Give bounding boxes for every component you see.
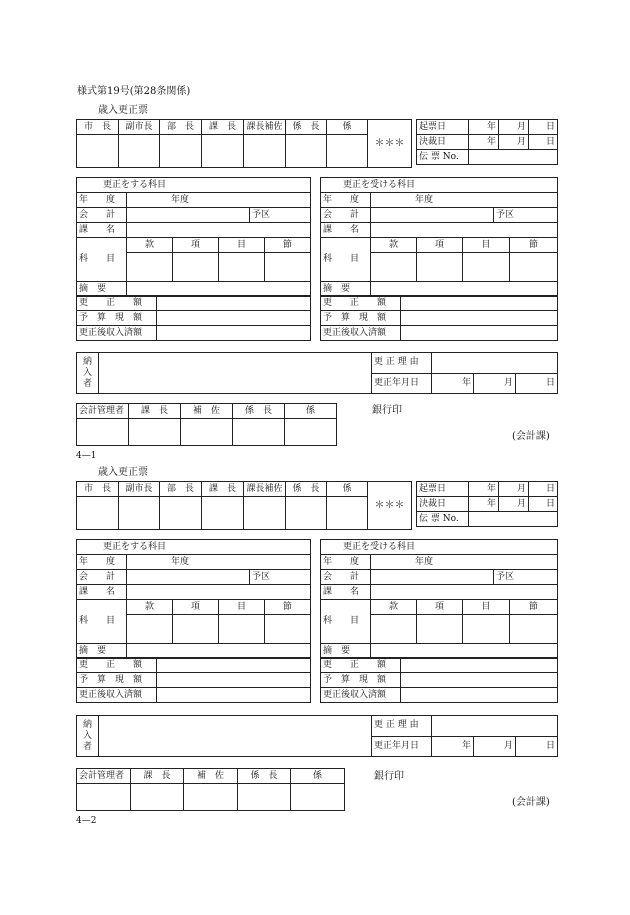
- right-amount-table: [320, 295, 558, 341]
- moku-label: 目: [463, 600, 510, 615]
- kan-label: 款: [127, 600, 173, 615]
- kaikei-value[interactable]: [371, 208, 494, 223]
- setsu-value[interactable]: [510, 253, 558, 282]
- payer-value[interactable]: [99, 353, 372, 394]
- kihyo-label: 起票日: [417, 120, 469, 135]
- kan-label: 款: [127, 238, 173, 253]
- yosan-value[interactable]: [401, 673, 558, 688]
- shunyu-label: 更正後収入済額: [321, 688, 401, 703]
- kamei-label: 課 名: [321, 585, 371, 600]
- stamp-cell[interactable]: [77, 419, 129, 446]
- stamp-cell[interactable]: [233, 419, 285, 446]
- koseigaku-label: 更 正 額: [77, 296, 157, 311]
- stamp-cell[interactable]: [131, 784, 184, 811]
- stamp-cell[interactable]: [119, 497, 160, 530]
- moku-value[interactable]: [219, 615, 265, 644]
- month-unit: 月: [499, 497, 529, 512]
- nendo-value[interactable]: 年度: [127, 555, 311, 570]
- approval-unit-chief: 係 長: [286, 120, 327, 135]
- day-unit: 日: [529, 482, 558, 497]
- kessai-label: 決裁日: [417, 135, 469, 150]
- reason-label: 更 正 理 由: [372, 716, 432, 737]
- right-title: 更正を受ける科目: [321, 540, 558, 555]
- moku-label: 目: [219, 600, 265, 615]
- year-unit: 年: [432, 373, 474, 394]
- moku-value[interactable]: [463, 253, 510, 282]
- kou-value[interactable]: [417, 253, 463, 282]
- yoku-label: 予区: [250, 570, 311, 585]
- nendo-label: 年 度: [77, 193, 127, 208]
- stamp-cell[interactable]: [184, 784, 238, 811]
- kaikei-label: 会 計: [321, 570, 371, 585]
- kou-value[interactable]: [417, 615, 463, 644]
- chief-label: 課 長: [131, 769, 184, 784]
- date-label: 更正年月日: [372, 373, 432, 394]
- bottom-approval-table: [76, 768, 345, 811]
- approval-director: 部 長: [160, 120, 202, 135]
- shunyu-value[interactable]: [401, 326, 558, 341]
- kaikei-label: 会 計: [77, 570, 127, 585]
- nendo-label: 年 度: [321, 555, 371, 570]
- tekiyo-label: 摘 要: [321, 282, 371, 297]
- approval-deputy-chief: 課長補佐: [244, 482, 286, 497]
- bottom-approval-table: [76, 403, 337, 446]
- approval-section-chief: 課 長: [202, 482, 244, 497]
- form-name: 歳入更正票: [98, 467, 148, 478]
- kaikei-label: 会 計: [77, 208, 127, 223]
- month-unit: 月: [474, 373, 516, 394]
- shunyu-label: 更正後収入済額: [77, 688, 157, 703]
- month-unit: 月: [499, 482, 529, 497]
- approval-unit-chief: 係 長: [286, 482, 327, 497]
- year-unit: 年: [469, 497, 499, 512]
- kou-label: 項: [173, 238, 219, 253]
- stamp-cell[interactable]: [202, 497, 244, 530]
- approval-vice-mayor: 副市長: [119, 482, 160, 497]
- setsu-label: 節: [510, 238, 558, 253]
- right-title: 更正を受ける科目: [321, 178, 558, 193]
- chief-label: 課 長: [129, 404, 181, 419]
- kamei-value[interactable]: [127, 223, 311, 238]
- day-unit: 日: [529, 120, 558, 135]
- kessai-label: 決裁日: [417, 497, 469, 512]
- left-account-table: [76, 177, 311, 297]
- left-amount-table: [76, 295, 311, 341]
- koseigaku-value[interactable]: [157, 658, 311, 673]
- approval-staff: 係: [327, 482, 368, 497]
- kaikei-value[interactable]: [127, 208, 250, 223]
- kan-label: 款: [371, 238, 417, 253]
- day-unit: 日: [516, 736, 558, 757]
- kamoku-label: 科 目: [321, 600, 371, 644]
- left-amount-table: [76, 657, 311, 703]
- tekiyo-label: 摘 要: [77, 282, 127, 297]
- koseigaku-label: 更 正 額: [321, 658, 401, 673]
- moku-value[interactable]: [219, 253, 265, 282]
- setsu-value[interactable]: [510, 615, 558, 644]
- stamp-cell[interactable]: [181, 419, 233, 446]
- shunyu-value[interactable]: [157, 688, 311, 703]
- nendo-value[interactable]: 年度: [371, 193, 558, 208]
- kou-label: 項: [417, 600, 463, 615]
- approval-table: [76, 119, 412, 168]
- kamei-value[interactable]: [127, 585, 311, 600]
- kamoku-label: 科 目: [77, 238, 127, 282]
- stamp-cell[interactable]: [285, 419, 337, 446]
- approval-director: 部 長: [160, 482, 202, 497]
- kou-label: 項: [173, 600, 219, 615]
- staff-label: 係: [285, 404, 337, 419]
- left-title: 更正をする科目: [77, 178, 311, 193]
- left-title: 更正をする科目: [77, 540, 311, 555]
- unit-chief-label: 係 長: [238, 769, 291, 784]
- shunyu-label: 更正後収入済額: [77, 326, 157, 341]
- stamp-cell[interactable]: [244, 497, 286, 530]
- kan-value[interactable]: [371, 253, 417, 282]
- stamp-cell[interactable]: [77, 135, 119, 168]
- approval-vice-mayor: 副市長: [119, 120, 160, 135]
- koseigaku-value[interactable]: [157, 296, 311, 311]
- month-unit: 月: [499, 135, 529, 150]
- date-label: 更正年月日: [372, 736, 432, 757]
- reason-value[interactable]: [432, 353, 558, 374]
- setsu-label: 節: [265, 238, 311, 253]
- koseigaku-value[interactable]: [401, 658, 558, 673]
- kaikei-label: 会 計: [321, 208, 371, 223]
- form-name: 歳入更正票: [98, 105, 148, 116]
- payer-label: 納入者: [77, 716, 99, 757]
- stamp-cell[interactable]: [244, 135, 286, 168]
- kamei-label: 課 名: [77, 585, 127, 600]
- staff-label: 係: [291, 769, 345, 784]
- kou-label: 項: [417, 238, 463, 253]
- approval-deputy-chief: 課長補佐: [244, 120, 286, 135]
- unit-chief-label: 係 長: [233, 404, 285, 419]
- kamoku-label: 科 目: [321, 238, 371, 282]
- setsu-label: 節: [510, 600, 558, 615]
- month-unit: 月: [474, 736, 516, 757]
- stamp-cell[interactable]: [77, 497, 119, 530]
- payer-value[interactable]: [99, 716, 372, 757]
- nendo-label: 年 度: [321, 193, 371, 208]
- page-number: 4—2: [76, 816, 97, 826]
- stamp-cell[interactable]: [286, 135, 327, 168]
- dept-label: (会計課): [512, 797, 550, 808]
- moku-label: 目: [463, 238, 510, 253]
- bank-seal-label: 銀行印: [374, 771, 404, 782]
- day-unit: 日: [529, 497, 558, 512]
- payer-label: 納入者: [77, 353, 99, 394]
- kan-value[interactable]: [127, 253, 173, 282]
- yosan-label: 予 算 現 額: [77, 673, 157, 688]
- date-table: [416, 481, 558, 527]
- shunyu-label: 更正後収入済額: [321, 326, 401, 341]
- bank-seal-label: 銀行印: [372, 405, 402, 416]
- kan-label: 款: [371, 600, 417, 615]
- stamp-cell[interactable]: [238, 784, 291, 811]
- right-amount-table: [320, 657, 558, 703]
- year-unit: 年: [469, 482, 499, 497]
- stamp-cell[interactable]: [160, 135, 202, 168]
- dept-label: (会計課): [512, 431, 550, 442]
- approval-section-chief: 課 長: [202, 120, 244, 135]
- kou-value[interactable]: [173, 253, 219, 282]
- right-account-table: [320, 539, 558, 659]
- year-unit: 年: [432, 736, 474, 757]
- kamei-label: 課 名: [321, 223, 371, 238]
- stamp-cell[interactable]: [327, 497, 368, 530]
- kaikei-value[interactable]: [127, 570, 250, 585]
- reason-value[interactable]: [432, 716, 558, 737]
- stamp-cell[interactable]: [327, 135, 368, 168]
- month-unit: 月: [499, 120, 529, 135]
- day-unit: 日: [516, 373, 558, 394]
- tekiyo-label: 摘 要: [321, 644, 371, 659]
- yosan-value[interactable]: [401, 311, 558, 326]
- yosan-value[interactable]: [157, 673, 311, 688]
- koseigaku-label: 更 正 額: [321, 296, 401, 311]
- yoku-label: 予区: [494, 208, 558, 223]
- right-account-table: [320, 177, 558, 297]
- kou-value[interactable]: [173, 615, 219, 644]
- stamp-cell[interactable]: [129, 419, 181, 446]
- setsu-label: 節: [265, 600, 311, 615]
- stars: ＊＊＊: [368, 482, 412, 530]
- stars: ＊＊＊: [368, 120, 412, 168]
- accountant-label: 会計管理者: [77, 404, 129, 419]
- stamp-cell[interactable]: [291, 784, 345, 811]
- nendo-value[interactable]: 年度: [371, 555, 558, 570]
- yosan-label: 予 算 現 額: [321, 673, 401, 688]
- koseigaku-label: 更 正 額: [77, 658, 157, 673]
- approval-mayor: 市 長: [77, 120, 119, 135]
- setsu-value[interactable]: [265, 615, 311, 644]
- nendo-label: 年 度: [77, 555, 127, 570]
- form-number: 様式第19号(第28条関係): [77, 86, 191, 97]
- shunyu-value[interactable]: [401, 688, 558, 703]
- kihyo-label: 起票日: [417, 482, 469, 497]
- denpyo-label: 伝 票 No.: [417, 150, 469, 165]
- approval-table: [76, 481, 412, 530]
- payer-table: [76, 352, 558, 394]
- kaikei-value[interactable]: [371, 570, 494, 585]
- accountant-label: 会計管理者: [77, 769, 131, 784]
- payer-table: [76, 715, 558, 757]
- kan-value[interactable]: [371, 615, 417, 644]
- deputy-label: 補 佐: [181, 404, 233, 419]
- approval-staff: 係: [327, 120, 368, 135]
- nendo-value[interactable]: 年度: [127, 193, 311, 208]
- kamei-value[interactable]: [371, 223, 558, 238]
- kamoku-label: 科 目: [77, 600, 127, 644]
- stamp-cell[interactable]: [286, 497, 327, 530]
- denpyo-value[interactable]: [469, 150, 558, 165]
- yosan-label: 予 算 現 額: [321, 311, 401, 326]
- yoku-label: 予区: [494, 570, 558, 585]
- yosan-label: 予 算 現 額: [77, 311, 157, 326]
- moku-value[interactable]: [463, 615, 510, 644]
- year-unit: 年: [469, 120, 499, 135]
- year-unit: 年: [469, 135, 499, 150]
- stamp-cell[interactable]: [77, 784, 131, 811]
- stamp-cell[interactable]: [119, 135, 160, 168]
- kamei-label: 課 名: [77, 223, 127, 238]
- stamp-cell[interactable]: [160, 497, 202, 530]
- setsu-value[interactable]: [265, 253, 311, 282]
- moku-label: 目: [219, 238, 265, 253]
- shunyu-value[interactable]: [157, 326, 311, 341]
- koseigaku-value[interactable]: [401, 296, 558, 311]
- kamei-value[interactable]: [371, 585, 558, 600]
- approval-mayor: 市 長: [77, 482, 119, 497]
- denpyo-label: 伝 票 No.: [417, 512, 469, 527]
- kan-value[interactable]: [127, 615, 173, 644]
- page-number: 4—1: [76, 451, 97, 461]
- yoku-label: 予区: [250, 208, 311, 223]
- tekiyo-label: 摘 要: [77, 644, 127, 659]
- denpyo-value[interactable]: [469, 512, 558, 527]
- deputy-label: 補 佐: [184, 769, 238, 784]
- yosan-value[interactable]: [157, 311, 311, 326]
- date-table: [416, 119, 558, 165]
- stamp-cell[interactable]: [202, 135, 244, 168]
- day-unit: 日: [529, 135, 558, 150]
- left-account-table: [76, 539, 311, 659]
- reason-label: 更 正 理 由: [372, 353, 432, 374]
